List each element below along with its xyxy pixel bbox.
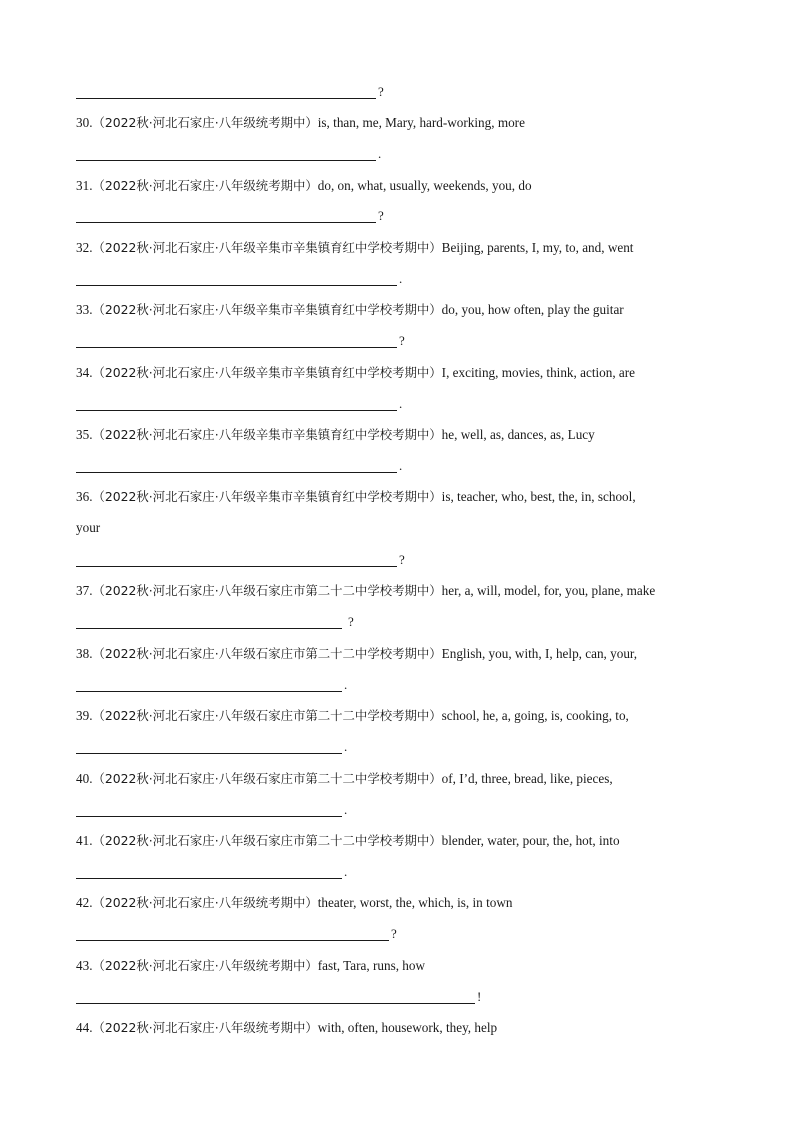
answer-blank[interactable]: [76, 614, 342, 629]
question-42: [76, 895, 512, 911]
answer-blank[interactable]: [76, 146, 376, 161]
answer-line-43[interactable]: [76, 989, 481, 1004]
answer-line-40[interactable]: [76, 802, 347, 817]
question-words: do, you, how often, play the guitar: [441, 302, 624, 317]
question-source: （2022秋·河北石家庄·八年级统考期中）: [92, 895, 318, 910]
question-number: 30.: [76, 115, 93, 130]
question-source: （2022秋·河北石家庄·八年级统考期中）: [92, 958, 318, 973]
answer-blank[interactable]: [76, 84, 376, 99]
answer-blank[interactable]: [76, 926, 389, 941]
question-words: is, than, me, Mary, hard-working, more: [317, 115, 525, 130]
question-words: I, exciting, movies, think, action, are: [441, 365, 636, 380]
question-number: 36.: [76, 489, 93, 504]
question-number: 37.: [76, 583, 93, 598]
answer-blank[interactable]: [76, 989, 475, 1004]
answer-blank[interactable]: [76, 677, 342, 692]
question-words: theater, worst, the, which, is, in town: [317, 895, 513, 910]
question-30: [76, 115, 525, 131]
question-source: （2022秋·河北石家庄·八年级石家庄市第二十二中学校考期中）: [92, 708, 442, 723]
question-43: [76, 958, 425, 974]
question-number: 32.: [76, 240, 93, 255]
question-39: [76, 708, 629, 724]
question-number: 33.: [76, 302, 93, 317]
question-source: （2022秋·河北石家庄·八年级石家庄市第二十二中学校考期中）: [92, 583, 442, 598]
question-source: （2022秋·河北石家庄·八年级石家庄市第二十二中学校考期中）: [92, 646, 442, 661]
question-words: blender, water, pour, the, hot, into: [441, 833, 620, 848]
answer-blank[interactable]: [76, 396, 397, 411]
question-source: （2022秋·河北石家庄·八年级辛集市辛集镇育红中学校考期中）: [92, 240, 442, 255]
question-32: [76, 240, 633, 256]
answer-punctuation: .: [344, 864, 348, 879]
answer-punctuation: ?: [378, 84, 384, 99]
answer-punctuation: !: [477, 989, 482, 1004]
question-words: with, often, housework, they, help: [317, 1020, 498, 1035]
answer-punctuation: ?: [378, 208, 384, 223]
question-31: [76, 178, 532, 194]
question-40: [76, 771, 613, 787]
question-source: （2022秋·河北石家庄·八年级统考期中）: [92, 115, 318, 130]
answer-blank[interactable]: [76, 552, 397, 567]
question-words: her, a, will, model, for, you, plane, make: [441, 583, 656, 598]
answer-punctuation: .: [378, 146, 382, 161]
answer-line-32[interactable]: [76, 271, 402, 286]
answer-line-39[interactable]: [76, 739, 347, 754]
question-44: [76, 1020, 497, 1036]
question-number: 42.: [76, 895, 93, 910]
question-source: （2022秋·河北石家庄·八年级统考期中）: [92, 1020, 318, 1035]
answer-blank[interactable]: [76, 864, 342, 879]
question-41: [76, 833, 620, 849]
answer-punctuation: ?: [348, 614, 354, 629]
answer-line-36[interactable]: [76, 552, 405, 567]
question-words: Beijing, parents, I, my, to, and, went: [441, 240, 634, 255]
question-source: （2022秋·河北石家庄·八年级统考期中）: [92, 178, 318, 193]
question-number: 35.: [76, 427, 93, 442]
answer-punctuation: .: [344, 677, 348, 692]
question-words: do, on, what, usually, weekends, you, do: [317, 178, 532, 193]
question-source: （2022秋·河北石家庄·八年级石家庄市第二十二中学校考期中）: [92, 833, 442, 848]
answer-line-42[interactable]: [76, 926, 397, 941]
answer-blank[interactable]: [76, 802, 342, 817]
answer-line-31[interactable]: [76, 208, 384, 223]
answer-punctuation: .: [399, 271, 403, 286]
answer-blank[interactable]: [76, 208, 376, 223]
question-words: he, well, as, dances, as, Lucy: [441, 427, 595, 442]
question-number: 40.: [76, 771, 93, 786]
answer-blank[interactable]: [76, 271, 397, 286]
question-37: [76, 583, 655, 599]
question-words: of, I’d, three, bread, like, pieces,: [441, 771, 613, 786]
question-number: 38.: [76, 646, 93, 661]
answer-line-29[interactable]: [76, 84, 384, 99]
question-source: （2022秋·河北石家庄·八年级石家庄市第二十二中学校考期中）: [92, 771, 442, 786]
answer-line-38[interactable]: [76, 677, 347, 692]
answer-punctuation: .: [344, 739, 348, 754]
question-words: school, he, a, going, is, cooking, to,: [441, 708, 629, 723]
question-36-continued: [76, 520, 100, 536]
answer-punctuation: .: [399, 458, 403, 473]
question-source: （2022秋·河北石家庄·八年级辛集市辛集镇育红中学校考期中）: [92, 302, 442, 317]
answer-line-30[interactable]: [76, 146, 381, 161]
answer-blank[interactable]: [76, 458, 397, 473]
answer-punctuation: .: [344, 802, 348, 817]
answer-line-34[interactable]: [76, 396, 402, 411]
answer-line-41[interactable]: [76, 864, 347, 879]
answer-line-35[interactable]: [76, 458, 402, 473]
answer-punctuation: ?: [399, 552, 405, 567]
question-number: 39.: [76, 708, 93, 723]
question-35: [76, 427, 595, 443]
question-number: 31.: [76, 178, 93, 193]
answer-line-33[interactable]: [76, 333, 405, 348]
question-words: fast, Tara, runs, how: [317, 958, 426, 973]
question-36: [76, 489, 636, 505]
question-words: is, teacher, who, best, the, in, school,: [441, 489, 636, 504]
question-source: （2022秋·河北石家庄·八年级辛集市辛集镇育红中学校考期中）: [92, 489, 442, 504]
question-source: （2022秋·河北石家庄·八年级辛集市辛集镇育红中学校考期中）: [92, 427, 442, 442]
answer-punctuation: ?: [399, 333, 405, 348]
answer-line-37[interactable]: [76, 614, 354, 629]
question-number: 43.: [76, 958, 93, 973]
answer-punctuation: ?: [391, 926, 397, 941]
answer-blank[interactable]: [76, 739, 342, 754]
question-33: [76, 302, 624, 318]
answer-punctuation: .: [399, 396, 403, 411]
question-number: 44.: [76, 1020, 93, 1035]
question-number: 34.: [76, 365, 93, 380]
question-38: [76, 646, 637, 662]
question-number: 41.: [76, 833, 93, 848]
question-words-continued: your: [76, 520, 101, 535]
question-34: [76, 365, 635, 381]
answer-blank[interactable]: [76, 333, 397, 348]
question-source: （2022秋·河北石家庄·八年级辛集市辛集镇育红中学校考期中）: [92, 365, 442, 380]
question-words: English, you, with, I, help, can, your,: [441, 646, 638, 661]
